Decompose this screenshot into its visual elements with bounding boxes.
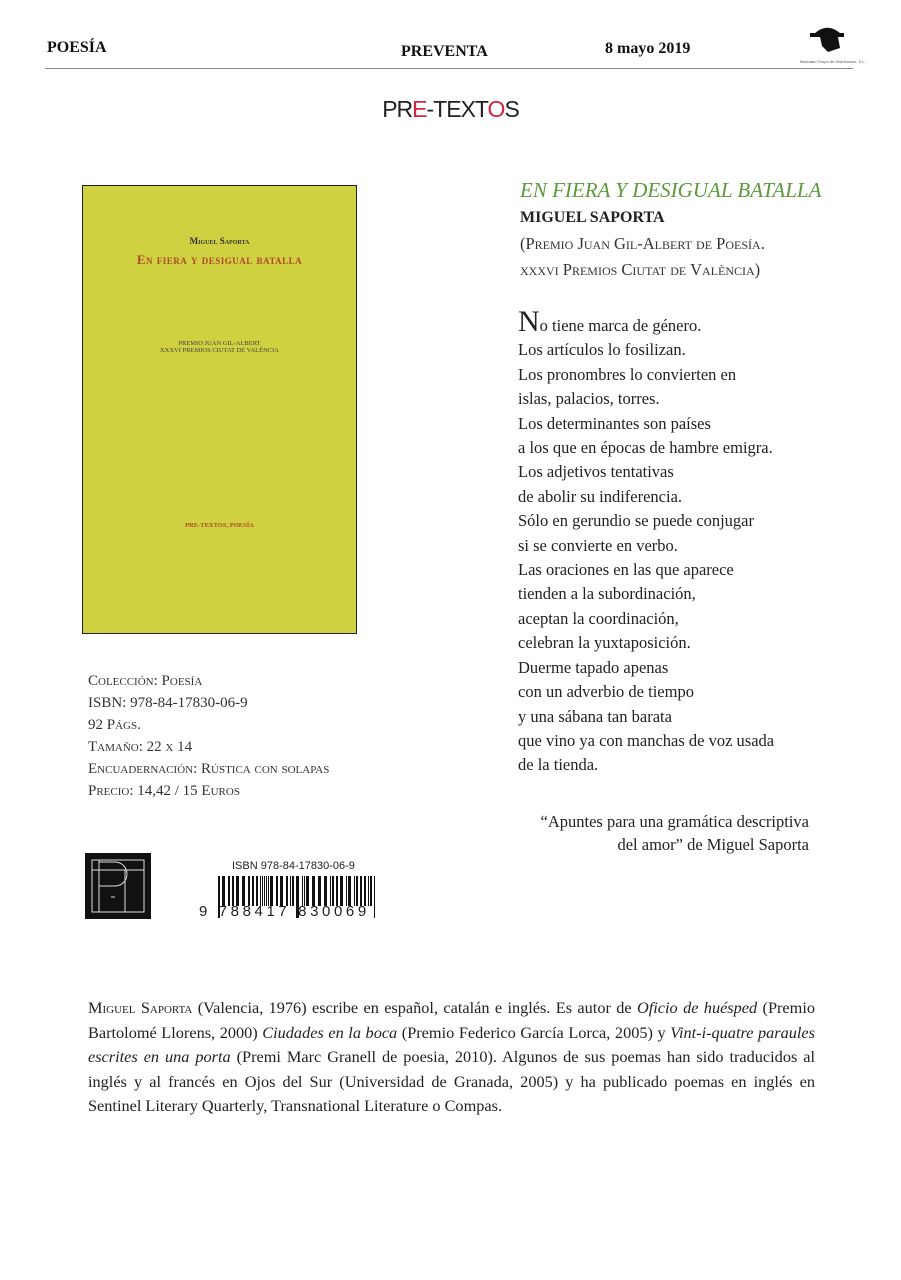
barcode-bar xyxy=(236,876,239,906)
barcode-bar xyxy=(324,876,327,906)
header-divider xyxy=(45,68,853,69)
cover-prize-2: XXXVI PREMIOS CIUTAT DE VALÈNCIA xyxy=(159,347,279,354)
barcode-bar xyxy=(270,876,273,906)
poem-line: Los adjetivos tentativas xyxy=(518,462,674,482)
poem xyxy=(518,305,775,778)
barcode-bar xyxy=(346,876,347,906)
poem-line: de abolir su indiferencia. xyxy=(518,486,683,506)
book-heading xyxy=(520,178,850,283)
barcode-bar xyxy=(348,876,351,906)
cover-title: En fiera y desigual batalla xyxy=(136,252,303,267)
barcode-bar xyxy=(290,876,291,906)
poem-line: si se convierte en verbo. xyxy=(518,535,678,555)
barcode-bar xyxy=(318,876,321,906)
barcode-bar xyxy=(268,876,269,906)
barcode-bar xyxy=(330,876,331,906)
barcode-bar xyxy=(264,876,265,906)
barcode-bar xyxy=(232,876,234,906)
poem-line: de la tienda. xyxy=(518,755,599,775)
barcode-bar xyxy=(228,876,230,906)
barcode-bar xyxy=(332,876,334,906)
cover-imprint: PRE-TEXTOS, POESÍA xyxy=(185,522,254,529)
barcode-bar xyxy=(306,876,309,906)
barcode-bar xyxy=(222,876,225,906)
poem-line: islas, palacios, torres. xyxy=(518,389,660,409)
book-cover xyxy=(82,185,357,634)
barcode-bar xyxy=(356,876,358,906)
isbn: ISBN: 978-84-17830-06-9 xyxy=(88,695,248,711)
pretextos-emblem xyxy=(85,853,151,919)
date-label: 8 mayo 2019 xyxy=(605,40,691,57)
poem-line: aceptan la coordinación, xyxy=(518,608,679,628)
barcode-bar xyxy=(374,876,375,918)
poem-line: y una sábana tan barata xyxy=(518,706,672,726)
book-title: EN FIERA Y DESIGUAL BATALLA xyxy=(520,178,822,202)
poem-line: con un adverbio de tiempo xyxy=(518,682,694,702)
barcode-bar xyxy=(360,876,362,906)
barcode-bar xyxy=(370,876,372,906)
barcode-bar xyxy=(262,876,263,906)
barcode-bar xyxy=(292,876,294,906)
author-bio: Miguel Saporta (Valencia, 1976) escribe en español, catalán e inglés. Es autor de Oficio de huésped (Premio Bartolomé Llorens, 2000) Ciudades en la boca (Premio Federico García Lorca, 2005) y Vint-i-quatre paraules escrites en una porta (Premi Marc Granell de poesia, 2010). Algunos de sus poemas han sido traducidos al inglés y al francés en Ojos del Sur (Universidad de Granada, 2005) y ha publicado poemas en inglés en Sentinel Literary Quarterly, Transnational Literature o Compas. xyxy=(88,998,816,1115)
barcode-bar xyxy=(304,876,305,906)
barcode-bar xyxy=(276,876,278,906)
barcode-bar xyxy=(368,876,369,906)
barcode-bar xyxy=(354,876,355,906)
barcode-bar xyxy=(312,876,315,906)
poem-line: Los determinantes son países xyxy=(518,413,711,433)
barcode-bar xyxy=(242,876,245,906)
size: Tamaño: 22 x 14 xyxy=(88,739,193,755)
poem-line: que vino ya con manchas de voz usada xyxy=(518,730,775,750)
collection: Colección: Poesía xyxy=(88,673,203,689)
pages: 92 Págs. xyxy=(88,717,141,733)
poem-line: Sólo en gerundio se puede conjugar xyxy=(518,511,754,531)
barcode-bar xyxy=(252,876,254,906)
book-details xyxy=(88,670,329,802)
barcode-bar xyxy=(260,876,261,906)
book-prize: (Premio Juan Gil-Albert de Poesía. xxxvi Premios Ciutat de València) xyxy=(520,234,765,279)
barcode-bar xyxy=(248,876,250,906)
barcode-bar xyxy=(340,876,343,906)
cover-author: Miguel Saporta xyxy=(189,236,250,246)
cover-prize-1: PREMIO JUAN GIL-ALBERT xyxy=(178,340,261,347)
book-author: MIGUEL SAPORTA xyxy=(520,209,665,226)
status-label: PREVENTA xyxy=(401,43,488,60)
barcode-bar xyxy=(256,876,258,906)
barcode-bar xyxy=(336,876,338,906)
poem-source: “Apuntes para una gramática descriptiva del amor” de Miguel Saporta xyxy=(540,812,809,854)
price: Precio: 14,42 / 15 Euros xyxy=(88,783,240,799)
poem-line: Los artículos lo fosilizan. xyxy=(518,340,686,360)
binding: Encuadernación: Rústica con solapas xyxy=(88,761,330,777)
poem-line: tienden a la subordinación, xyxy=(518,584,696,604)
barcode-bar xyxy=(286,876,288,906)
barcode-bar xyxy=(302,876,303,906)
barcode-isbn: ISBN 978-84-17830-06-9 xyxy=(232,860,355,872)
section-label: POESÍA xyxy=(47,39,107,56)
barcode-bar xyxy=(364,876,366,906)
publisher-logo: PRE-TEXTOS xyxy=(382,96,519,122)
distributor-logo: Machado Grupo de Distribución, S.L. xyxy=(800,20,855,62)
poem-line: No tiene marca de género. xyxy=(518,305,702,338)
poem-line: Las oraciones en las que aparece xyxy=(518,560,734,580)
barcode-digits: 9 788417 830069 xyxy=(199,903,370,920)
poem-line: Los pronombres lo convierten en xyxy=(518,364,737,384)
barcode-bar xyxy=(266,876,267,906)
poem-line: a los que en épocas de hambre emigra. xyxy=(518,438,773,458)
hat-man-icon xyxy=(800,20,855,54)
barcode-bar xyxy=(280,876,283,906)
poem-line: Duerme tapado apenas xyxy=(518,657,669,677)
poem-line: celebran la yuxtaposición. xyxy=(518,633,691,653)
